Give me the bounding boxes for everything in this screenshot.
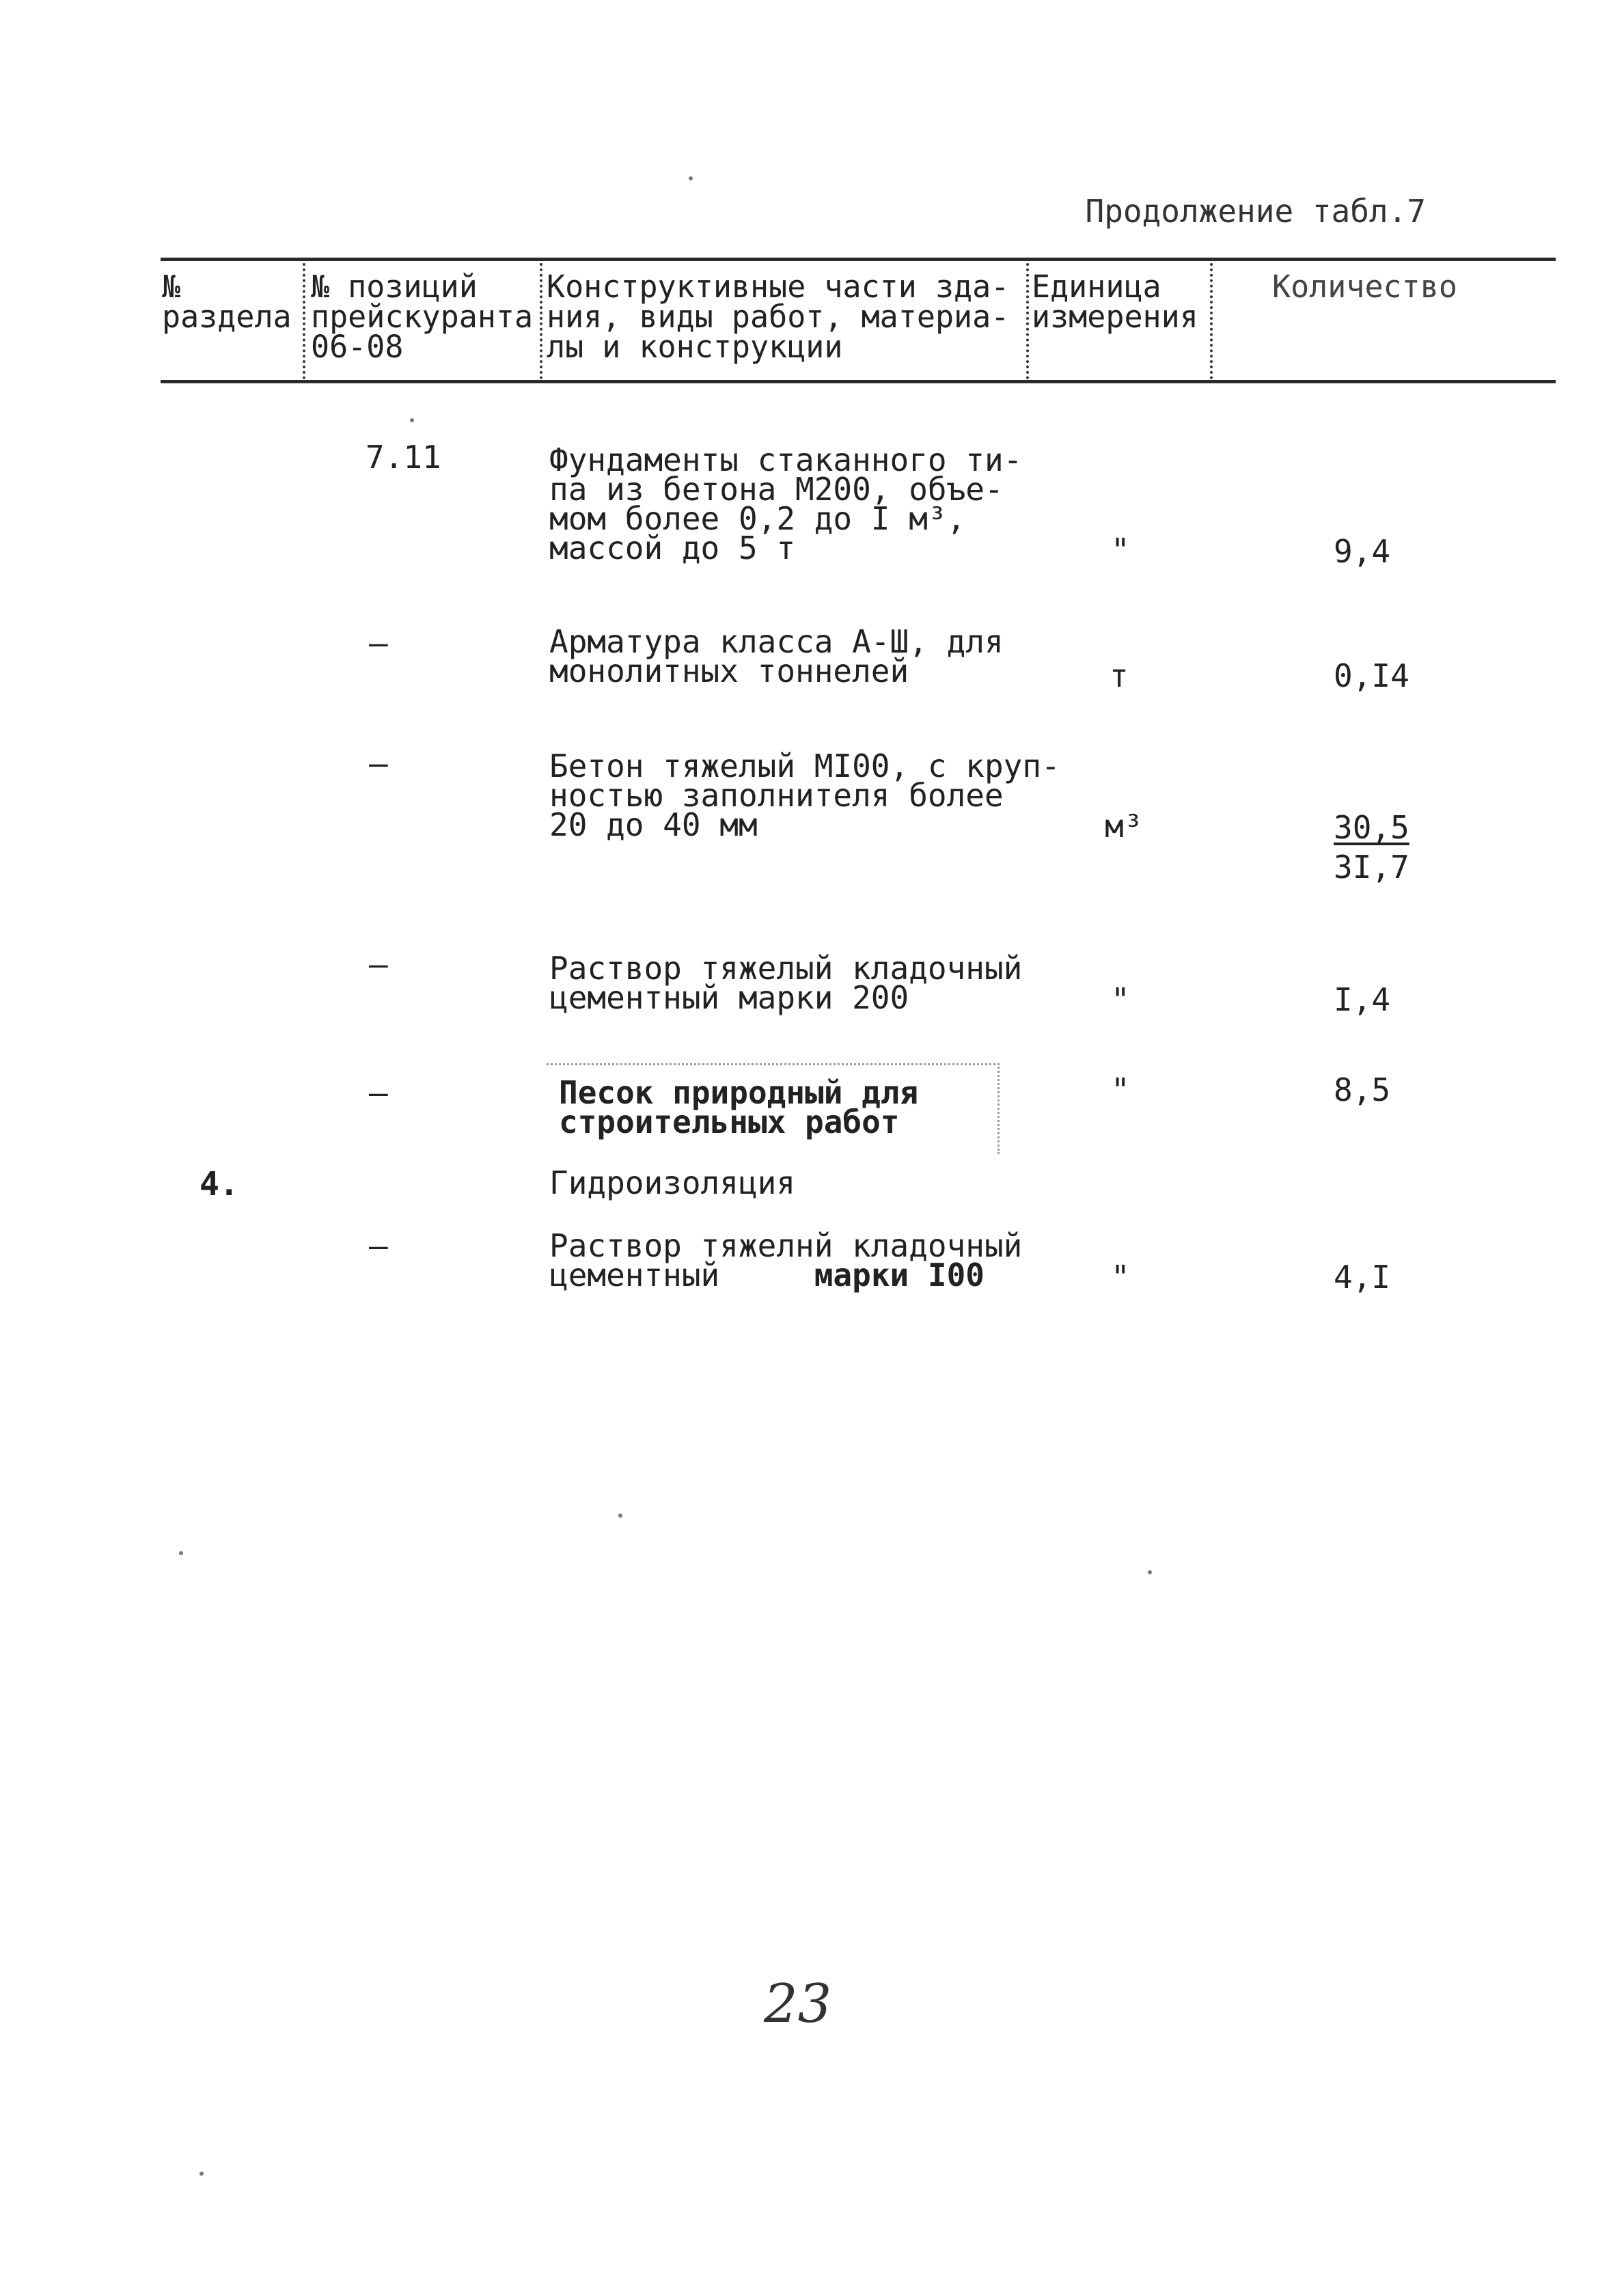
row-unit: " [1111, 532, 1130, 569]
row-quantity: I,4 [1334, 981, 1391, 1018]
header-bottom-rule [161, 380, 1556, 383]
row-unit: т [1110, 657, 1129, 694]
row-quantity [1334, 808, 1409, 887]
row-quantity: 9,4 [1334, 533, 1391, 570]
row-unit: " [1111, 1259, 1130, 1296]
row-unit: " [1111, 1071, 1130, 1108]
row-code: – [369, 1227, 388, 1264]
row-quantity-top: 30,5 [1334, 809, 1409, 846]
column-separator [1026, 263, 1029, 379]
page-number: 23 [764, 1973, 832, 2035]
row-unit: м³ [1105, 808, 1143, 845]
row-quantity-bottom: 3I,7 [1334, 849, 1409, 886]
row-code: 7.11 [366, 439, 441, 476]
row-code: – [369, 946, 388, 983]
row-description-line2b: марки I00 [814, 1257, 985, 1294]
scan-speck [618, 1514, 622, 1518]
row-code: – [369, 1074, 388, 1111]
header-quantity: Количество [1272, 269, 1457, 305]
header-section-number: № раздела [162, 269, 292, 335]
row-description: Песок природный для строительных работ [559, 1074, 919, 1140]
header-unit: Единица измерения [1032, 269, 1198, 335]
section-number: 4. [199, 1165, 239, 1203]
row-description: Бетон тяжелый МI00, с круп- ностью заполнителя более 20 до 40 мм [549, 748, 1060, 843]
row-description: Арматура класса А-Ш, для монолитных тоннелей [549, 623, 1004, 689]
scan-speck [410, 418, 414, 422]
row-description: Раствор тяжелый кладочный цементный марки 200 [549, 950, 1023, 1016]
column-separator [303, 263, 305, 379]
row-description: Фундаменты стаканного ти- па из бетона М200, объе- мом более 0,2 до I м³, массой до 5 т [549, 441, 1023, 566]
header-position-number: № позиций прейскуранта 06-08 [311, 269, 534, 365]
header-description: Конструктивные части зда- ния, виды работ, материа- лы и конструкции [547, 269, 1010, 365]
row-quantity: 8,5 [1334, 1071, 1391, 1108]
header-top-rule [161, 258, 1556, 261]
scan-speck [1148, 1570, 1152, 1574]
column-separator [1210, 263, 1213, 379]
column-separator [540, 263, 542, 379]
row-description-line2a: цементный [549, 1257, 720, 1294]
scan-speck [179, 1551, 183, 1555]
row-unit: " [1111, 981, 1130, 1018]
continuation-label: Продолжение табл.7 [1085, 193, 1426, 230]
row-quantity: 0,I4 [1334, 657, 1409, 694]
row-quantity: 4,I [1334, 1259, 1391, 1296]
row-description [549, 1227, 1023, 1294]
row-code: – [369, 625, 388, 661]
row-description-line1: Раствор тяжелнй кладочный [549, 1227, 1023, 1264]
scan-speck [199, 2172, 204, 2176]
scan-speck [689, 176, 693, 180]
section-title: Гидроизоляция [549, 1164, 796, 1201]
row-code: – [369, 745, 388, 782]
